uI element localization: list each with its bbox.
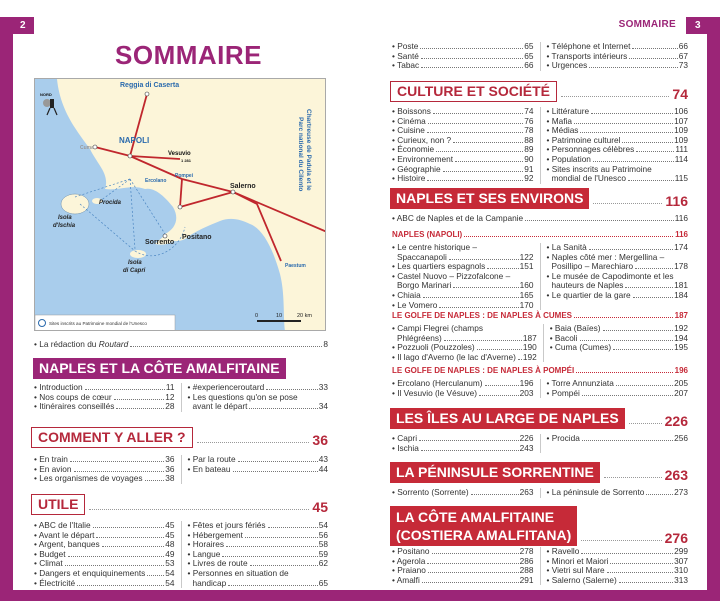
toc-item-page: 170 [519, 299, 534, 310]
toc-item-label: • Boissons [392, 106, 431, 116]
toc-column [181, 455, 329, 484]
toc-item-label: • Pompéi [546, 387, 580, 398]
toc-item[interactable] [392, 444, 534, 454]
toc-item-page: 36 [165, 463, 175, 474]
svg-text:d'Ischia: d'Ischia [53, 223, 76, 229]
svg-text:Cuma: Cuma [80, 145, 94, 151]
toc-item-label: • Chiaia [392, 289, 421, 300]
toc-item-label: • Le centre historique – [392, 242, 478, 252]
toc-item-page: 291 [519, 574, 534, 585]
toc-item-label: • Personnages célèbres [546, 144, 635, 155]
toc-item-page: 196 [519, 378, 534, 388]
toc-item-label: • Bacoli [549, 332, 578, 343]
toc-item-label: • Ischia [392, 442, 419, 453]
toc-utile-continued [392, 42, 688, 71]
toc-column [392, 243, 534, 310]
section-header-comment-y-aller[interactable]: COMMENT Y ALLER ? 36 [31, 427, 328, 448]
toc-item-label: • Budget [34, 548, 66, 559]
toc-item-label: • Pozzuoli (Pouzzoles) [392, 342, 475, 353]
toc-item-label: • Les questions qu'on se pose [187, 391, 298, 402]
toc-item-page: 205 [674, 378, 688, 388]
page-number: 3 [686, 17, 720, 34]
toc-item-label: • Mafia [546, 115, 572, 126]
toc-column [392, 434, 534, 453]
toc-item-page: 107 [674, 115, 688, 126]
svg-text:Salerno: Salerno [230, 183, 256, 190]
toc-item-label: • Cinéma [392, 115, 426, 126]
toc-item-page: 66 [524, 60, 534, 71]
toc-item-page: 65 [524, 41, 534, 51]
toc-item[interactable]: • ABC de Naples et de la Campanie 116 [392, 213, 688, 223]
toc-item-page: 54 [165, 567, 175, 578]
toc-item-label: • Cuisine [392, 125, 425, 136]
toc-item-page: 62 [318, 558, 328, 569]
toc-item-page: 49 [165, 548, 175, 559]
toc-item-label: • Campi Flegrei (champs [392, 323, 483, 333]
toc-item[interactable] [34, 402, 175, 412]
toc-item-label: • Capri [392, 433, 418, 443]
toc-item-label: • Téléphone et Internet [546, 41, 631, 51]
toc-column [392, 324, 537, 362]
toc-item-label: handicap [192, 577, 227, 588]
toc-item-label: • Ercolano (Herculanum) [392, 378, 483, 388]
toc-item[interactable] [392, 353, 537, 363]
toc-item-page: 109 [674, 125, 688, 136]
svg-text:1 281: 1 281 [181, 158, 192, 163]
toc-item-label: • Ravello [546, 546, 580, 556]
page-bottom-strip [360, 590, 720, 601]
toc-column [181, 521, 329, 588]
toc-naples-cote [34, 383, 328, 412]
map-legend: Sites inscrits au Patrimoine mondial de l'Unesco [49, 321, 147, 326]
toc-item-page: 299 [674, 546, 688, 556]
toc-item[interactable] [392, 576, 534, 586]
toc-item-label: • Nos coups de cœur [34, 391, 112, 402]
toc-item-label: • Tabac [392, 60, 420, 71]
svg-text:Parc national du Cilento: Parc national du Cilento [297, 117, 304, 192]
toc-item-label: • Le quartier de la gare [546, 289, 631, 300]
toc-item-label: • Amalfi [392, 574, 420, 585]
toc-item-label: • En train [34, 454, 68, 464]
toc-utile [34, 521, 328, 588]
toc-item-label: • Horaires [187, 539, 225, 550]
svg-text:Chartreuse de Padula et le: Chartreuse de Padula et le [305, 109, 312, 191]
subsection-pompei[interactable]: LE GOLFE DE NAPLES : DE NAPLES À POMPÉI 196 [392, 366, 688, 375]
toc-item-page: 53 [165, 558, 175, 569]
toc-item-page: 195 [674, 342, 688, 353]
toc-item-label: • Praiano [392, 565, 426, 576]
svg-text:NORD: NORD [40, 92, 52, 97]
toc-item-page: 194 [674, 332, 688, 343]
section-header-culture[interactable]: CULTURE ET SOCIÉTÉ 74 [390, 81, 688, 102]
toc-item-label: • Itinéraires conseillés [34, 401, 115, 412]
toc-item-label: • Baia (Baïes) [549, 323, 601, 333]
svg-text:10: 10 [276, 313, 283, 319]
toc-item-page: 88 [524, 134, 534, 145]
toc-item-label: • Castel Nuovo – Pizzofalcone – [392, 270, 511, 281]
toc-item-page: 263 [519, 487, 534, 497]
svg-text:Procida: Procida [99, 200, 122, 206]
toc-item-page: 65 [318, 577, 328, 588]
toc-item-label: • Minori et Maiori [546, 555, 609, 566]
svg-text:Ercolano: Ercolano [145, 178, 167, 184]
toc-item-label: • Naples côté mer : Mergellina – [546, 251, 665, 262]
toc-item-page: 11 [165, 382, 175, 392]
toc-item-label: • Fêtes et jours fériés [187, 520, 266, 530]
toc-item-label: • Livres de route [187, 558, 248, 569]
toc-item-label: • Urgences [546, 60, 588, 71]
subsection-napoli[interactable]: NAPLES (NAPOLI) 116 [392, 230, 688, 239]
toc-item-page: 73 [678, 60, 688, 71]
toc-item[interactable] [547, 488, 689, 498]
toc-item-page: 54 [165, 577, 175, 588]
toc-item-label: hauteurs de Naples [551, 280, 624, 291]
toc-column [34, 521, 175, 588]
toc-item[interactable] [547, 61, 689, 71]
toc-item-page: 184 [674, 289, 688, 300]
toc-item-label: • Sites inscrits au Patrimoine [546, 163, 652, 174]
section-header-utile[interactable]: UTILE 45 [31, 494, 328, 515]
toc-column [181, 383, 329, 412]
toc-cumes [392, 324, 688, 362]
toc-item-page: 190 [522, 342, 537, 353]
toc-item-page: 65 [524, 50, 534, 61]
toc-item-label: avant le départ [192, 401, 248, 412]
toc-item-label: • Curieux, non ? [392, 134, 452, 145]
toc-item[interactable] [547, 389, 689, 399]
toc-item-page: 12 [165, 391, 175, 402]
toc-item-page: 45 [165, 520, 175, 530]
toc-item-label: • En avion [34, 463, 72, 474]
toc-item-page: 174 [674, 242, 688, 252]
toc-column [543, 324, 688, 362]
toc-item-label: • Poste [392, 41, 419, 51]
toc-item-label: • Climat [34, 558, 63, 569]
toc-culture [392, 107, 688, 184]
toc-column [34, 383, 175, 412]
toc-item-page: 273 [674, 487, 688, 497]
toc-item-label: • Torre Annunziata [546, 378, 614, 388]
toc-iles [392, 434, 688, 453]
toc-item-page: 181 [674, 280, 688, 291]
svg-text:20 km: 20 km [297, 313, 312, 319]
toc-item-label: • Il Vesuvio (le Vésuve) [392, 387, 477, 398]
section-header-iles[interactable]: LES ÎLES AU LARGE DE NAPLES 226 [390, 408, 688, 429]
toc-item-page: 58 [318, 539, 328, 550]
svg-text:Isola: Isola [128, 260, 142, 266]
toc-item-page: 243 [519, 442, 534, 453]
toc-column [392, 107, 534, 184]
toc-item-page: 67 [678, 50, 688, 61]
toc-item-page: 56 [318, 529, 328, 540]
toc-item-page: 286 [519, 555, 534, 566]
toc-item-label: • Dangers et enquiquinements [34, 567, 146, 578]
toc-item-label: • Patrimoine culturel [546, 134, 621, 145]
toc-column [392, 42, 534, 71]
toc-item-label: • Vietri sul Mare [546, 565, 605, 576]
toc-item-label: • Le musée de Capodimonte et les [546, 270, 674, 281]
toc-item-label: • Introduction [34, 382, 83, 392]
toc-item-page: 34 [318, 401, 328, 412]
toc-item-page: 106 [674, 106, 688, 116]
toc-item-label: • Il lago d'Averno (le lac d'Averne) [392, 351, 516, 362]
toc-item-page: 288 [519, 565, 534, 576]
toc-intro [34, 340, 328, 350]
toc-napoli [392, 243, 688, 310]
toc-item-label: • Avant le départ [34, 529, 95, 540]
toc-item-label: Phlégréens) [397, 332, 442, 343]
toc-item-label: • Santé [392, 50, 419, 61]
toc-column [392, 488, 534, 498]
toc-item-label: • En bateau [187, 463, 231, 474]
toc-column [540, 243, 689, 310]
toc-item-page: 192 [522, 351, 537, 362]
toc-item-label: • Environnement [392, 153, 454, 164]
region-map [34, 78, 326, 331]
toc-item-page: 59 [318, 548, 328, 559]
toc-item-label: • Salerno (Salerne) [546, 574, 617, 585]
toc-item-page: 66 [678, 41, 688, 51]
toc-column [392, 379, 534, 398]
toc-item-page: 192 [674, 323, 688, 333]
toc-item[interactable] [34, 579, 175, 589]
toc-item-page: 256 [674, 433, 688, 443]
toc-column [34, 455, 175, 484]
toc-item-page: 36 [165, 454, 175, 464]
toc-item-label: • Cuma (Cumes) [549, 342, 612, 353]
toc-item[interactable] [392, 389, 534, 399]
toc-comment-y-aller [34, 455, 328, 484]
toc-item-page: 33 [318, 382, 328, 392]
toc-item-label: • Électricité [34, 577, 76, 588]
toc-item-label: • Personnes en situation de [187, 567, 289, 578]
toc-item-label: • Économie [392, 144, 435, 155]
toc-item-page: 54 [318, 520, 328, 530]
toc-item-page: 226 [519, 433, 534, 443]
page-number: 2 [0, 17, 34, 34]
toc-item[interactable] [547, 434, 689, 444]
toc-item-label: • Médias [546, 125, 579, 136]
toc-item-page: 115 [674, 173, 688, 184]
toc-item-label: • Agerola [392, 555, 426, 566]
subsection-cumes[interactable]: LE GOLFE DE NAPLES : DE NAPLES À CUMES 187 [392, 311, 688, 320]
toc-item-label: • Le Vomero [392, 299, 438, 310]
toc-item-label: • Procida [546, 433, 580, 443]
toc-item-page: 45 [165, 529, 175, 540]
toc-item-page: 122 [519, 251, 534, 262]
toc-item-label: • Les quartiers espagnols [392, 261, 486, 272]
toc-item-page: 313 [674, 574, 688, 585]
toc-item-label: • La Sanità [546, 242, 587, 252]
toc-item-page: 178 [674, 261, 688, 272]
toc-item[interactable] [392, 301, 534, 311]
toc-item-label: • Géographie [392, 163, 441, 174]
section-header-naples-cote[interactable]: NAPLES ET LA CÔTE AMALFITAINE [33, 358, 328, 379]
toc-item-page: 203 [519, 387, 534, 398]
toc-abc-naples [392, 214, 688, 224]
toc-item[interactable] [547, 291, 689, 301]
toc-item-label: • Positano [392, 546, 430, 556]
toc-item[interactable] [188, 465, 329, 475]
svg-text:Paestum: Paestum [285, 263, 306, 269]
toc-item-page: 90 [524, 153, 534, 164]
toc-item-page: 78 [524, 125, 534, 136]
toc-column [392, 547, 534, 585]
toc-amalfi [392, 547, 688, 585]
toc-column [540, 42, 689, 71]
toc-item[interactable] [547, 174, 689, 184]
section-header-amalfi[interactable]: LA CÔTE AMALFITAINE (COSTIERA AMALFITANA) 276 [390, 506, 688, 546]
svg-text:Reggia di Caserta: Reggia di Caserta [120, 82, 180, 89]
svg-text:Sorrento: Sorrento [145, 239, 175, 246]
svg-text:Isola: Isola [58, 215, 72, 221]
toc-item[interactable] [392, 488, 534, 498]
svg-text:NAPOLI: NAPOLI [119, 136, 150, 145]
right-page [360, 0, 720, 601]
toc-item-label: • Sorrento (Sorrente) [392, 487, 469, 497]
toc-item-page: 151 [519, 261, 534, 272]
toc-item-label: mondial de l'Unesco [551, 173, 626, 184]
toc-item-page: 92 [524, 173, 534, 184]
running-head: SOMMAIRE [618, 19, 676, 30]
toc-item-page: 91 [524, 163, 534, 174]
toc-item-page: 43 [318, 454, 328, 464]
toc-item-label: • Population [546, 153, 591, 164]
toc-item-label: • Par la route [187, 454, 236, 464]
toc-item-label: • Argent, banques [34, 539, 100, 550]
toc-item-label: Borgo Marinari [397, 280, 452, 291]
section-header-naples-environs[interactable]: NAPLES ET SES ENVIRONS 116 [390, 188, 688, 209]
toc-item-page: 160 [519, 280, 534, 291]
toc-item-page: 165 [519, 289, 534, 300]
toc-item[interactable] [188, 579, 329, 589]
toc-item-page: 307 [674, 555, 688, 566]
toc-item-page: 76 [524, 115, 534, 126]
toc-item-label: • Littérature [546, 106, 590, 116]
toc-item-label: • Histoire [392, 173, 426, 184]
toc-pompei [392, 379, 688, 398]
toc-item[interactable]: • La rédaction du Routard 8 [34, 339, 328, 349]
svg-text:di Capri: di Capri [123, 268, 146, 274]
toc-item-page: 38 [165, 473, 175, 484]
toc-column [540, 488, 689, 498]
toc-item-page: 48 [165, 539, 175, 550]
toc-item-label: • La péninsule de Sorrento [546, 487, 645, 497]
section-header-sorrentine[interactable]: LA PÉNINSULE SORRENTINE 263 [390, 462, 688, 483]
toc-column [540, 379, 689, 398]
toc-item-label: • ABC de l'Italie [34, 520, 91, 530]
toc-item-label: Posillipo – Marechiaro [551, 261, 634, 272]
toc-item-page: 44 [318, 463, 328, 474]
page-title: SOMMAIRE [115, 40, 262, 70]
toc-item-page: 74 [524, 106, 534, 116]
toc-item-page: 278 [519, 546, 534, 556]
toc-item[interactable] [392, 174, 534, 184]
toc-item-label: Spaccanapoli [397, 251, 447, 262]
toc-item-page: 310 [674, 565, 688, 576]
toc-item-label: • Les organismes de voyages [34, 473, 143, 484]
svg-text:0: 0 [255, 313, 259, 319]
page-bottom-strip [0, 590, 360, 601]
toc-column [540, 547, 689, 585]
toc-item-page: 111 [675, 144, 688, 155]
toc-item-page: 207 [674, 387, 688, 398]
page-edge-strip [0, 17, 13, 601]
toc-item[interactable] [34, 474, 175, 484]
toc-item-page: 109 [674, 134, 688, 145]
toc-item-label: • Transports intérieurs [546, 50, 628, 61]
toc-sorrentine [392, 488, 688, 498]
toc-column [540, 107, 689, 184]
svg-text:Vesuvio: Vesuvio [168, 151, 191, 157]
toc-item-page: 114 [674, 153, 688, 164]
toc-item[interactable] [392, 61, 534, 71]
svg-text:Pompei: Pompei [175, 173, 194, 179]
toc-column [540, 434, 689, 453]
toc-item-page: 89 [524, 144, 534, 155]
svg-text:Positano: Positano [182, 234, 212, 241]
toc-item-label: • Hébergement [187, 529, 243, 540]
toc-item-label: • Langue [187, 548, 221, 559]
toc-item[interactable] [547, 576, 689, 586]
toc-item-page: 187 [522, 332, 537, 343]
page-edge-strip [707, 17, 720, 601]
toc-item-page: 28 [165, 401, 175, 412]
toc-item-label: • #experienceroutard [187, 382, 265, 392]
toc-item[interactable] [550, 343, 688, 353]
toc-item[interactable] [188, 402, 329, 412]
